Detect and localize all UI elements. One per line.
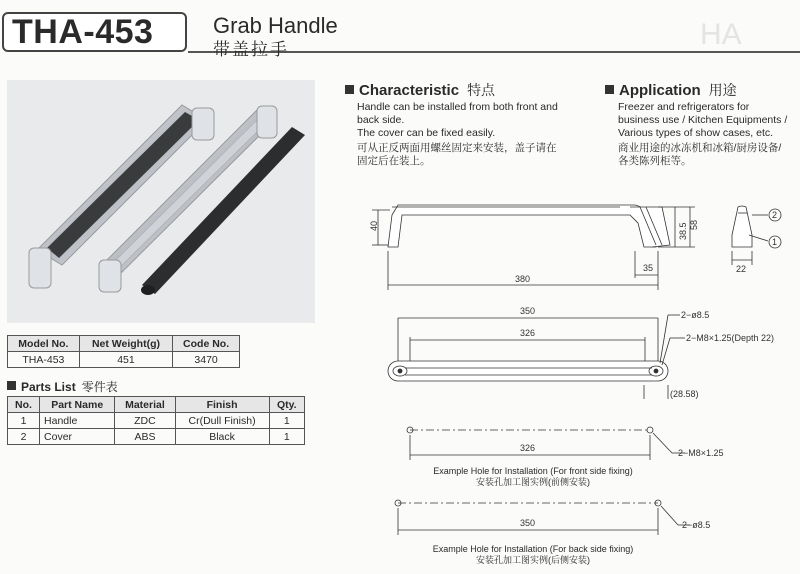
spec-table <box>7 335 240 368</box>
parts-list-heading-cn: 零件表 <box>81 380 118 394</box>
characteristic-heading-cn: 特点 <box>467 82 496 98</box>
spec-header-weight: Net Weight(g) <box>79 336 172 352</box>
application-heading <box>605 80 737 100</box>
parts-cell: 1 <box>269 413 304 429</box>
application-line: Various types of show cases, etc. <box>618 127 774 139</box>
characteristic-line: The cover can be fixed easily. <box>357 127 496 139</box>
dim-350-back: 350 <box>520 518 536 528</box>
parts-header-material: Material <box>115 397 175 413</box>
product-name-en: Grab Handle <box>213 13 338 38</box>
front-fixing-drawing <box>407 427 685 460</box>
note-thread-depth: 2−M8×1.25(Depth 22) <box>686 333 775 343</box>
dim-326: 326 <box>520 328 536 338</box>
dim-326-front: 326 <box>520 443 536 453</box>
callout-1: 1 <box>772 237 778 247</box>
parts-cell: ABS <box>115 429 175 445</box>
spec-cell-model: THA-453 <box>8 352 80 368</box>
parts-list-heading <box>7 378 118 395</box>
dim-22: 22 <box>736 264 747 274</box>
application-line-cn: 各类陈列柜等。 <box>618 155 692 167</box>
caption-front-en: Example Hole for Installation (For front side fixing) <box>433 466 633 476</box>
parts-list-heading-en: Parts List <box>21 380 76 394</box>
parts-header-no: No. <box>8 397 40 413</box>
parts-header-row <box>8 397 305 413</box>
back-fixing-drawing <box>395 500 690 535</box>
note-holes: 2−ø8.5 <box>681 310 710 320</box>
parts-header-name: Part Name <box>40 397 115 413</box>
application-line: Freezer and refrigerators for <box>618 101 750 113</box>
caption-front-cn: 安装孔加工图实例(前侧安装) <box>476 477 590 487</box>
characteristic-line-cn: 可从正反两面用螺丝固定来安装，盖子请在 <box>357 142 557 154</box>
note-thread: 2−M8×1.25 <box>678 448 724 458</box>
characteristic-heading-en: Characteristic <box>359 82 460 99</box>
parts-table <box>7 396 305 445</box>
dim-350: 350 <box>520 306 536 316</box>
model-number: THA-453 <box>12 13 154 51</box>
product-name-cn: 带盖拉手 <box>213 40 289 59</box>
caption-front <box>403 466 663 488</box>
handle-photo-illustration <box>7 80 315 323</box>
spec-row <box>8 352 240 368</box>
parts-cell: Cr(Dull Finish) <box>175 413 269 429</box>
parts-cell: Black <box>175 429 269 445</box>
caption-back <box>403 544 663 566</box>
parts-cell: ZDC <box>115 413 175 429</box>
spec-header-row <box>8 336 240 352</box>
characteristic-text <box>357 101 558 168</box>
dim-38-5: 38.5 <box>678 222 688 240</box>
parts-row <box>8 413 305 429</box>
caption-back-cn: 安装孔加工图实例(后侧安装) <box>476 555 590 565</box>
characteristic-line: Handle can be installed from both front and <box>357 101 558 113</box>
side-view <box>372 205 695 290</box>
application-heading-cn: 用途 <box>708 82 737 98</box>
dim-28-58: (28.58) <box>670 389 699 399</box>
ghost-watermark: HA <box>700 18 742 51</box>
bottom-view <box>388 315 685 399</box>
technical-drawing <box>340 185 800 574</box>
dim-380: 380 <box>515 274 531 284</box>
callout-2: 2 <box>772 210 778 220</box>
product-photo <box>7 80 315 323</box>
characteristic-line-cn: 固定后在装上。 <box>357 155 431 167</box>
spec-header-model: Model No. <box>8 336 80 352</box>
parts-cell: 1 <box>269 429 304 445</box>
dim-58: 58 <box>689 219 699 230</box>
characteristic-heading <box>345 80 495 100</box>
square-bullet-icon <box>7 381 16 390</box>
note-holes-back: 2−ø8.5 <box>682 520 711 530</box>
parts-row <box>8 429 305 445</box>
parts-cell: Cover <box>40 429 115 445</box>
application-line: business use / Kitchen Equipments / <box>618 114 788 126</box>
dim-40: 40 <box>369 220 379 231</box>
spec-cell-weight: 451 <box>79 352 172 368</box>
application-heading-en: Application <box>619 82 701 99</box>
parts-cell: 2 <box>8 429 40 445</box>
spec-header-code: Code No. <box>173 336 240 352</box>
parts-header-finish: Finish <box>175 397 269 413</box>
parts-header-qty: Qty. <box>269 397 304 413</box>
application-text <box>618 101 787 168</box>
square-bullet-icon <box>345 85 354 94</box>
parts-cell: Handle <box>40 413 115 429</box>
square-bullet-icon <box>605 85 614 94</box>
characteristic-line: back side. <box>357 114 405 126</box>
spec-cell-code: 3470 <box>173 352 240 368</box>
application-line-cn: 商业用途的冰冻机和冰箱/厨房设备/ <box>618 142 782 154</box>
caption-back-en: Example Hole for Installation (For back side fixing) <box>432 544 634 554</box>
dim-35: 35 <box>643 263 654 273</box>
parts-cell: 1 <box>8 413 40 429</box>
